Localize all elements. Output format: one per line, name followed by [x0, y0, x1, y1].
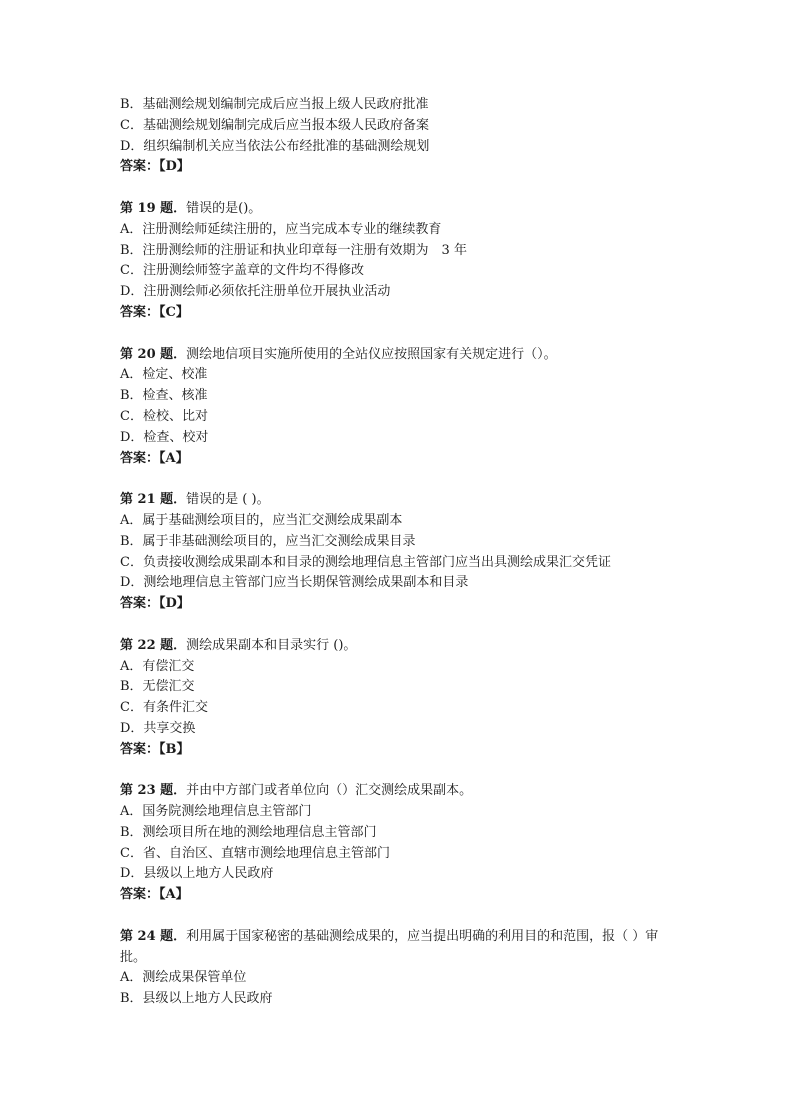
spacer: [120, 469, 680, 490]
spacer: [120, 761, 680, 782]
option-c: C．基础测绘规划编制完成后应当报本级人民政府备案: [120, 117, 429, 133]
option-a: A．属于基础测绘项目的，应当汇交测绘成果副本: [120, 512, 403, 528]
answer: 答案：【B】: [120, 741, 190, 757]
answer: 答案：【A】: [120, 450, 189, 466]
question-number: 第 19 题．: [120, 200, 187, 216]
question-number: 第 21 题．: [120, 492, 187, 508]
question-stem: [120, 199, 680, 220]
option-d: D．测绘地理信息主管部门应当长期保管测绘成果副本和目录: [120, 575, 469, 591]
question-text: 并由中方部门或者单位向（）汇交测绘成果副本。: [186, 783, 473, 799]
question-stem: [120, 781, 680, 802]
question-19: [120, 199, 680, 324]
question-block-continued: [120, 95, 680, 178]
option-c: C．省、自治区、直辖市测绘地理信息主管部门: [120, 845, 390, 861]
question-stem: [120, 490, 680, 511]
option-a: A．注册测绘师延续注册的，应当完成本专业的继续教育: [120, 221, 442, 237]
question-number: 第 23 题．: [120, 783, 187, 799]
answer: 答案：【D】: [120, 596, 190, 612]
option-b: B．检查、核准: [120, 388, 208, 404]
question-stem: [120, 345, 680, 366]
option-b: B．无偿汇交: [120, 679, 195, 695]
question-text: 错误的是()。: [186, 200, 262, 216]
question-number: 第 24 题．: [120, 928, 187, 944]
option-a: A．有偿汇交: [120, 658, 195, 674]
option-c: C．有条件汇交: [120, 700, 208, 716]
question-24: [120, 927, 680, 1010]
option-c: C．注册测绘师签字盖章的文件均不得修改: [120, 263, 364, 279]
spacer: [120, 906, 680, 927]
answer: 答案：【A】: [120, 887, 189, 903]
option-d: D．检查、校对: [120, 429, 209, 445]
question-text: 错误的是 ( )。: [186, 492, 270, 508]
question-text: 测绘成果副本和目录实行 ()。: [186, 637, 357, 653]
option-a: A．检定、校准: [120, 367, 208, 383]
question-text: 利用属于国家秘密的基础测绘成果的，应当提出明确的利用目的和范围，报（ ）审批。: [120, 928, 659, 965]
option-b: B．测绘项目所在地的测绘地理信息主管部门: [120, 824, 377, 840]
option-c: C．负责接收测绘成果副本和目录的测绘地理信息主管部门应当出具测绘成果汇交凭证: [120, 554, 611, 570]
option-b: B．注册测绘师的注册证和执业印章每一注册有效期为 3 年: [120, 242, 467, 258]
spacer: [120, 178, 680, 199]
question-stem: [120, 636, 680, 657]
question-text: 测绘地信项目实施所使用的全站仪应按照国家有关规定进行（）。: [186, 346, 557, 362]
option-d: D．共享交换: [120, 720, 196, 736]
document-page: [120, 95, 680, 1010]
answer: 答案：【D】: [120, 159, 190, 175]
spacer: [120, 324, 680, 345]
option-a: A．测绘成果保管单位: [120, 970, 247, 986]
question-23: [120, 781, 680, 906]
spacer: [120, 615, 680, 636]
option-a: A．国务院测绘地理信息主管部门: [120, 804, 312, 820]
option-d: D．注册测绘师必须依托注册单位开展执业活动: [120, 284, 391, 300]
option-d: D．县级以上地方人民政府: [120, 866, 274, 882]
option-b: B．基础测绘规划编制完成后应当报上级人民政府批准: [120, 97, 429, 112]
answer: 答案：【C】: [120, 304, 189, 320]
question-number: 第 20 题．: [120, 346, 187, 362]
question-number: 第 22 题．: [120, 637, 187, 653]
option-b: B．属于非基础测绘项目的，应当汇交测绘成果目录: [120, 533, 416, 549]
question-stem: [120, 927, 680, 969]
option-c: C．检校、比对: [120, 408, 208, 424]
question-22: [120, 636, 680, 761]
question-20: [120, 345, 680, 470]
question-21: [120, 490, 680, 615]
option-d: D．组织编制机关应当依法公布经批准的基础测绘规划: [120, 138, 430, 154]
option-b: B．县级以上地方人民政府: [120, 991, 273, 1007]
